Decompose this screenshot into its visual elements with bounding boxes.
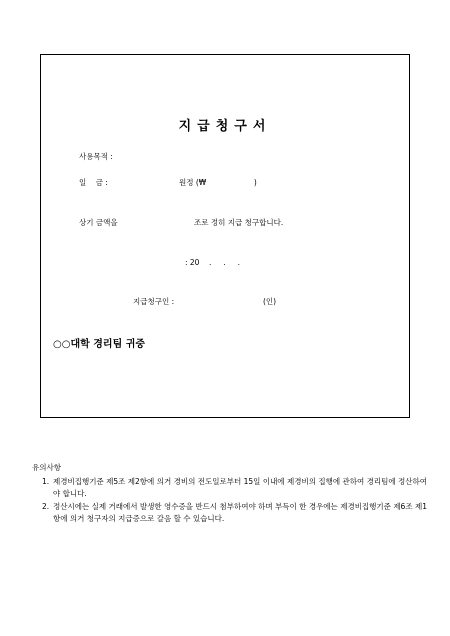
request-prefix: 상기 금액을: [79, 218, 118, 227]
notes-section: [32, 462, 427, 526]
note-number: 1.: [42, 477, 50, 486]
claim-form-box: [40, 54, 410, 418]
request-suffix: 조로 정히 지급 청구합니다.: [194, 218, 284, 227]
note-item: [32, 476, 427, 500]
note-item: [32, 501, 427, 525]
claimant-label: 지급청구인 :: [133, 297, 175, 306]
amount-label: 일 금 :: [79, 178, 108, 187]
form-title: 지급청구서: [178, 119, 272, 134]
note-text: 제경비집행기준 제5조 제2항에 의거 경비의 전도일로부터 15일 이내에 제경비의 집행에 관하여 경리팀에 정산하여야 합니다.: [53, 477, 427, 498]
note-text: 정산시에는 실제 거래에서 발생한 영수증을 반드시 첨부하여야 하며 부득이 한 경우에는 제경비집행기준 제6조 제1항에 의거 청구자의 지급증으로 갈음 할 수 있습니다.: [53, 502, 427, 523]
date-line: : 20 . . .: [185, 258, 240, 267]
seal-mark: (인): [263, 297, 277, 306]
notes-list: [32, 476, 427, 525]
note-number: 2.: [42, 502, 50, 511]
recipient: ○○대학 경리팀 귀중: [53, 339, 146, 350]
notes-heading: 유의사항: [32, 463, 61, 472]
amount-value: 원정 (₩ ): [179, 178, 257, 187]
purpose-label: 사용목적 :: [79, 152, 113, 161]
